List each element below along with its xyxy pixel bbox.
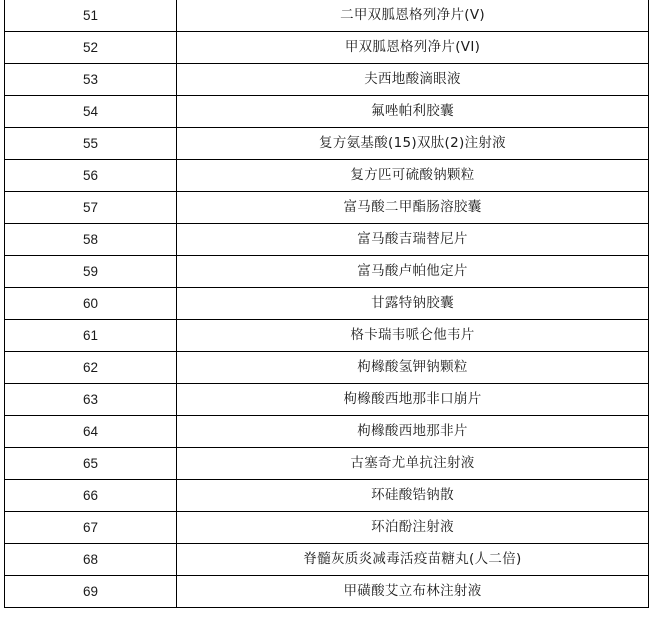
drug-list-table <box>4 0 649 608</box>
drug-list-body <box>5 0 649 608</box>
row-number: 59 <box>5 256 177 288</box>
drug-name: 甲双胍恩格列净片(VI) <box>177 32 649 64</box>
drug-name: 富马酸二甲酯肠溶胶囊 <box>177 192 649 224</box>
drug-name: 古塞奇尤单抗注射液 <box>177 448 649 480</box>
row-number: 58 <box>5 224 177 256</box>
table-row <box>5 288 649 320</box>
row-number: 67 <box>5 512 177 544</box>
row-number: 51 <box>5 0 177 32</box>
row-number: 63 <box>5 384 177 416</box>
row-number: 53 <box>5 64 177 96</box>
row-number: 57 <box>5 192 177 224</box>
row-number: 62 <box>5 352 177 384</box>
table-row <box>5 448 649 480</box>
row-number: 52 <box>5 32 177 64</box>
table-row <box>5 192 649 224</box>
row-number: 61 <box>5 320 177 352</box>
row-number: 64 <box>5 416 177 448</box>
drug-name: 复方匹可硫酸钠颗粒 <box>177 160 649 192</box>
row-number: 69 <box>5 576 177 608</box>
table-row <box>5 416 649 448</box>
row-number: 56 <box>5 160 177 192</box>
row-number: 55 <box>5 128 177 160</box>
table-row <box>5 128 649 160</box>
table-row <box>5 512 649 544</box>
drug-name: 环泊酚注射液 <box>177 512 649 544</box>
table-row <box>5 544 649 576</box>
drug-name: 氟唑帕利胶囊 <box>177 96 649 128</box>
row-number: 66 <box>5 480 177 512</box>
row-number: 54 <box>5 96 177 128</box>
drug-name: 脊髓灰质炎减毒活疫苗糖丸(人二倍) <box>177 544 649 576</box>
table-row <box>5 160 649 192</box>
table-row <box>5 32 649 64</box>
drug-name: 枸橼酸氢钾钠颗粒 <box>177 352 649 384</box>
drug-name: 复方氨基酸(15)双肽(2)注射液 <box>177 128 649 160</box>
row-number: 65 <box>5 448 177 480</box>
drug-name: 环硅酸锆钠散 <box>177 480 649 512</box>
drug-name: 甘露特钠胶囊 <box>177 288 649 320</box>
table-row <box>5 352 649 384</box>
table-row <box>5 0 649 32</box>
drug-name: 格卡瑞韦哌仑他韦片 <box>177 320 649 352</box>
table-row <box>5 256 649 288</box>
row-number: 68 <box>5 544 177 576</box>
drug-name: 富马酸卢帕他定片 <box>177 256 649 288</box>
drug-name: 夫西地酸滴眼液 <box>177 64 649 96</box>
table-row <box>5 384 649 416</box>
table-row <box>5 96 649 128</box>
row-number: 60 <box>5 288 177 320</box>
table-row <box>5 64 649 96</box>
table-row <box>5 576 649 608</box>
drug-name: 富马酸吉瑞替尼片 <box>177 224 649 256</box>
drug-name: 二甲双胍恩格列净片(Ⅴ) <box>177 0 649 32</box>
table-row <box>5 320 649 352</box>
drug-name: 枸橼酸西地那非口崩片 <box>177 384 649 416</box>
drug-name: 枸橼酸西地那非片 <box>177 416 649 448</box>
drug-name: 甲磺酸艾立布林注射液 <box>177 576 649 608</box>
table-row <box>5 480 649 512</box>
table-row <box>5 224 649 256</box>
